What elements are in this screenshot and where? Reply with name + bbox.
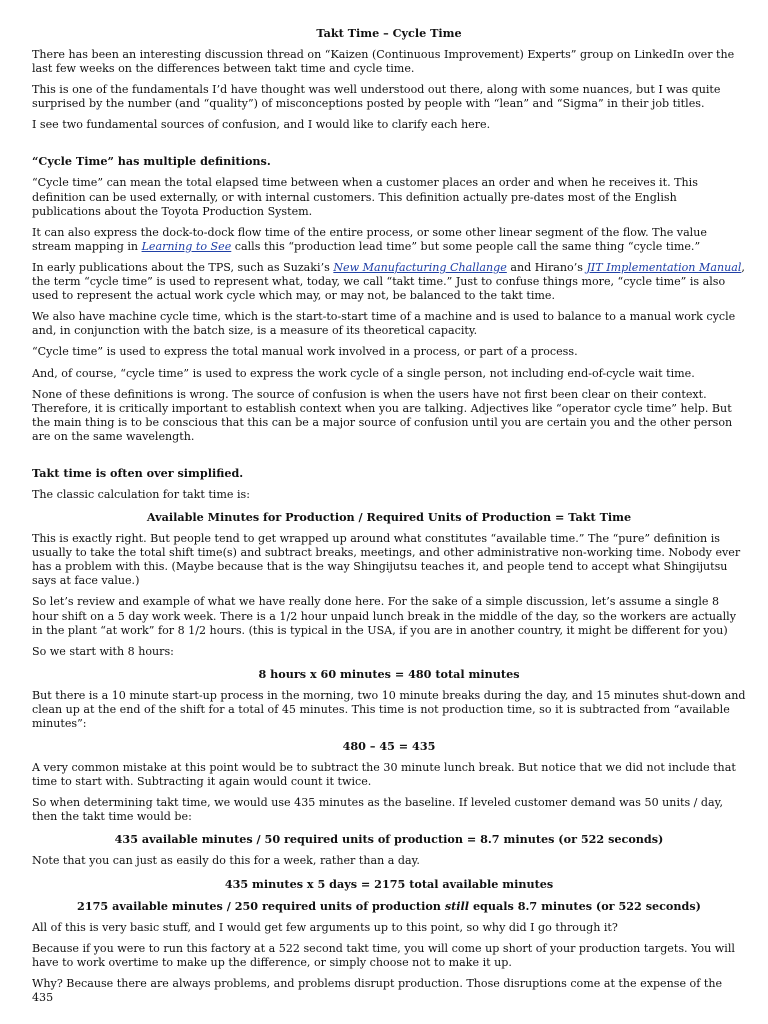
section-heading-takt-time: Takt time is often over simplified. [32, 465, 244, 480]
intro-paragraph-2: This is one of the fundamentals I’d have thought was well understood out there, along with some nuances, but I was quite surprised by the number (and “quality”) of misconceptions posted by people with “lean” and “Sigma” in their job titles. [32, 83, 721, 111]
text-span: , the term “cycle time” is used to represent what, today, we call “takt time.” Just to confuse things more, “cycle time” is also used to represent the actual work cycle which may, or may not, be balanced to the takt time. [32, 260, 745, 303]
daily-takt-formula: 435 available minutes / 50 required units of production = 8.7 minutes (or 522 seconds) [114, 832, 664, 847]
cycle-time-paragraph-4: We also have machine cycle time, which is the start-to-start time of a machine and is used to balance to a manual work cycle and, in conjunction with the batch size, is a measure of its theoretical capacity. [32, 310, 736, 338]
takt-time-paragraph-10: Because if you were to run this factory at a 522 second takt time, you will come up short of your production targets. You will have to work overtime to make up the difference, or simply choose not to make it up. [32, 941, 735, 969]
new-manufacturing-challange-link[interactable]: New Manufacturing Challange [333, 260, 507, 274]
cycle-time-paragraph-7: None of these definitions is wrong. The source of confusion is when the users have not first been clear on their context. Therefore, it is critically important to establish context when you are talking. Adjectives like “operator cycle time” help. But the main thing is to be conscious that this can be a major source of confusion until you are certain you and the other person are on the same wavelength. [32, 387, 733, 443]
takt-time-paragraph-3: So let’s review and example of what we have really done here. For the sake of a simple discussion, let’s assume a single 8 hour shift on a 5 day work week. There is a 1/2 hour unpaid lunch break in the middle of the day, so the workers are actually in the plant “at work” for 8 1/2 hours. (this is typical in the USA, if you are in another country, it might be different for you) [32, 595, 737, 637]
takt-time-paragraph-4: So we start with 8 hours: [32, 644, 174, 658]
text-span: equals 8.7 minutes (or 522 seconds) [469, 898, 701, 913]
takt-time-paragraph-6: A very common mistake at this point would be to subtract the 30 minute lunch break. But notice that we did not include that time to start with. Subtracting it again would count it twice. [32, 761, 736, 789]
document-title: Takt Time – Cycle Time [316, 26, 462, 40]
takt-time-paragraph-11: Why? Because there are always problems, and problems disrupt production. Those disruptions come at the expense of the 435 [32, 976, 723, 1004]
takt-time-paragraph-7: So when determining takt time, we would use 435 minutes as the baseline. If leveled customer demand was 50 units / day, then the takt time would be: [32, 796, 723, 824]
takt-time-paragraph-1: The classic calculation for takt time is: [32, 487, 250, 501]
takt-time-paragraph-9: All of this is very basic stuff, and I would get few arguments up to this point, so why did I go through it? [32, 920, 618, 934]
text-span: 2175 available minutes / 250 required units of production [77, 898, 445, 913]
takt-time-paragraph-2: This is exactly right. But people tend to get wrapped up around what constitutes “available time.” The “pure” definition is usually to take the total shift time(s) and subtract breaks, meetings, and other administrative non-working time. Nobody ever has a problem with this. (Maybe because that is the way Shingijutsu teaches it, and people tend to accept what Shingijutsu says at face value.) [32, 532, 741, 588]
text-span: In early publications about the TPS, such as Suzaki’s [32, 260, 334, 274]
text-span: and Hirano’s [506, 260, 587, 274]
cycle-time-paragraph-6: And, of course, “cycle time” is used to express the work cycle of a single person, not including end-of-cycle wait time. [32, 366, 695, 380]
text-span: It can also express the dock-to-dock flow time of the entire process, or some other linear segment of the flow. The value stream mapping in [32, 225, 707, 253]
cycle-time-paragraph-5: “Cycle time” is used to express the total manual work involved in a process, or part of a process. [32, 345, 578, 359]
takt-time-paragraph-8: Note that you can just as easily do this for a week, rather than a day. [32, 854, 420, 868]
section-heading-cycle-time: “Cycle Time” has multiple definitions. [32, 154, 271, 169]
jit-implementation-manual-link[interactable]: JIT Implementation Manual [586, 260, 742, 274]
intro-paragraph-1: There has been an interesting discussion thread on “Kaizen (Continuous Improvement) Experts” group on LinkedIn over the last few weeks on the differences between takt time and cycle time. [32, 48, 735, 76]
text-span: calls this “production lead time” but some people call the same thing “cycle time.” [231, 239, 701, 253]
weekly-takt-formula [32, 899, 746, 913]
takt-time-paragraph-5: But there is a 10 minute start-up process in the morning, two 10 minute breaks during the day, and 15 minutes shut-down and clean up at the end of the shift for a total of 45 minutes. This time is not production time, so it is subtracted from “available minutes”: [32, 688, 746, 730]
intro-paragraph-3: I see two fundamental sources of confusion, and I would like to clarify each here. [32, 118, 491, 132]
learning-to-see-link[interactable]: Learning to See [141, 239, 232, 253]
cycle-time-paragraph-2 [32, 226, 746, 254]
weekly-minutes-formula: 435 minutes x 5 days = 2175 total available minutes [224, 876, 554, 891]
total-minutes-formula: 8 hours x 60 minutes = 480 total minutes [258, 666, 520, 681]
takt-time-formula: Available Minutes for Production / Required Units of Production = Takt Time [146, 510, 632, 525]
cycle-time-paragraph-3 [32, 261, 746, 303]
subtraction-formula: 480 – 45 = 435 [342, 739, 436, 754]
emphasis-still: still [444, 898, 470, 913]
cycle-time-paragraph-1: “Cycle time” can mean the total elapsed time between when a customer places an order and when he receives it. This definition can be used externally, or with internal customers. This definition actually pre-dates most of the English publications about the Toyota Production System. [32, 176, 698, 218]
